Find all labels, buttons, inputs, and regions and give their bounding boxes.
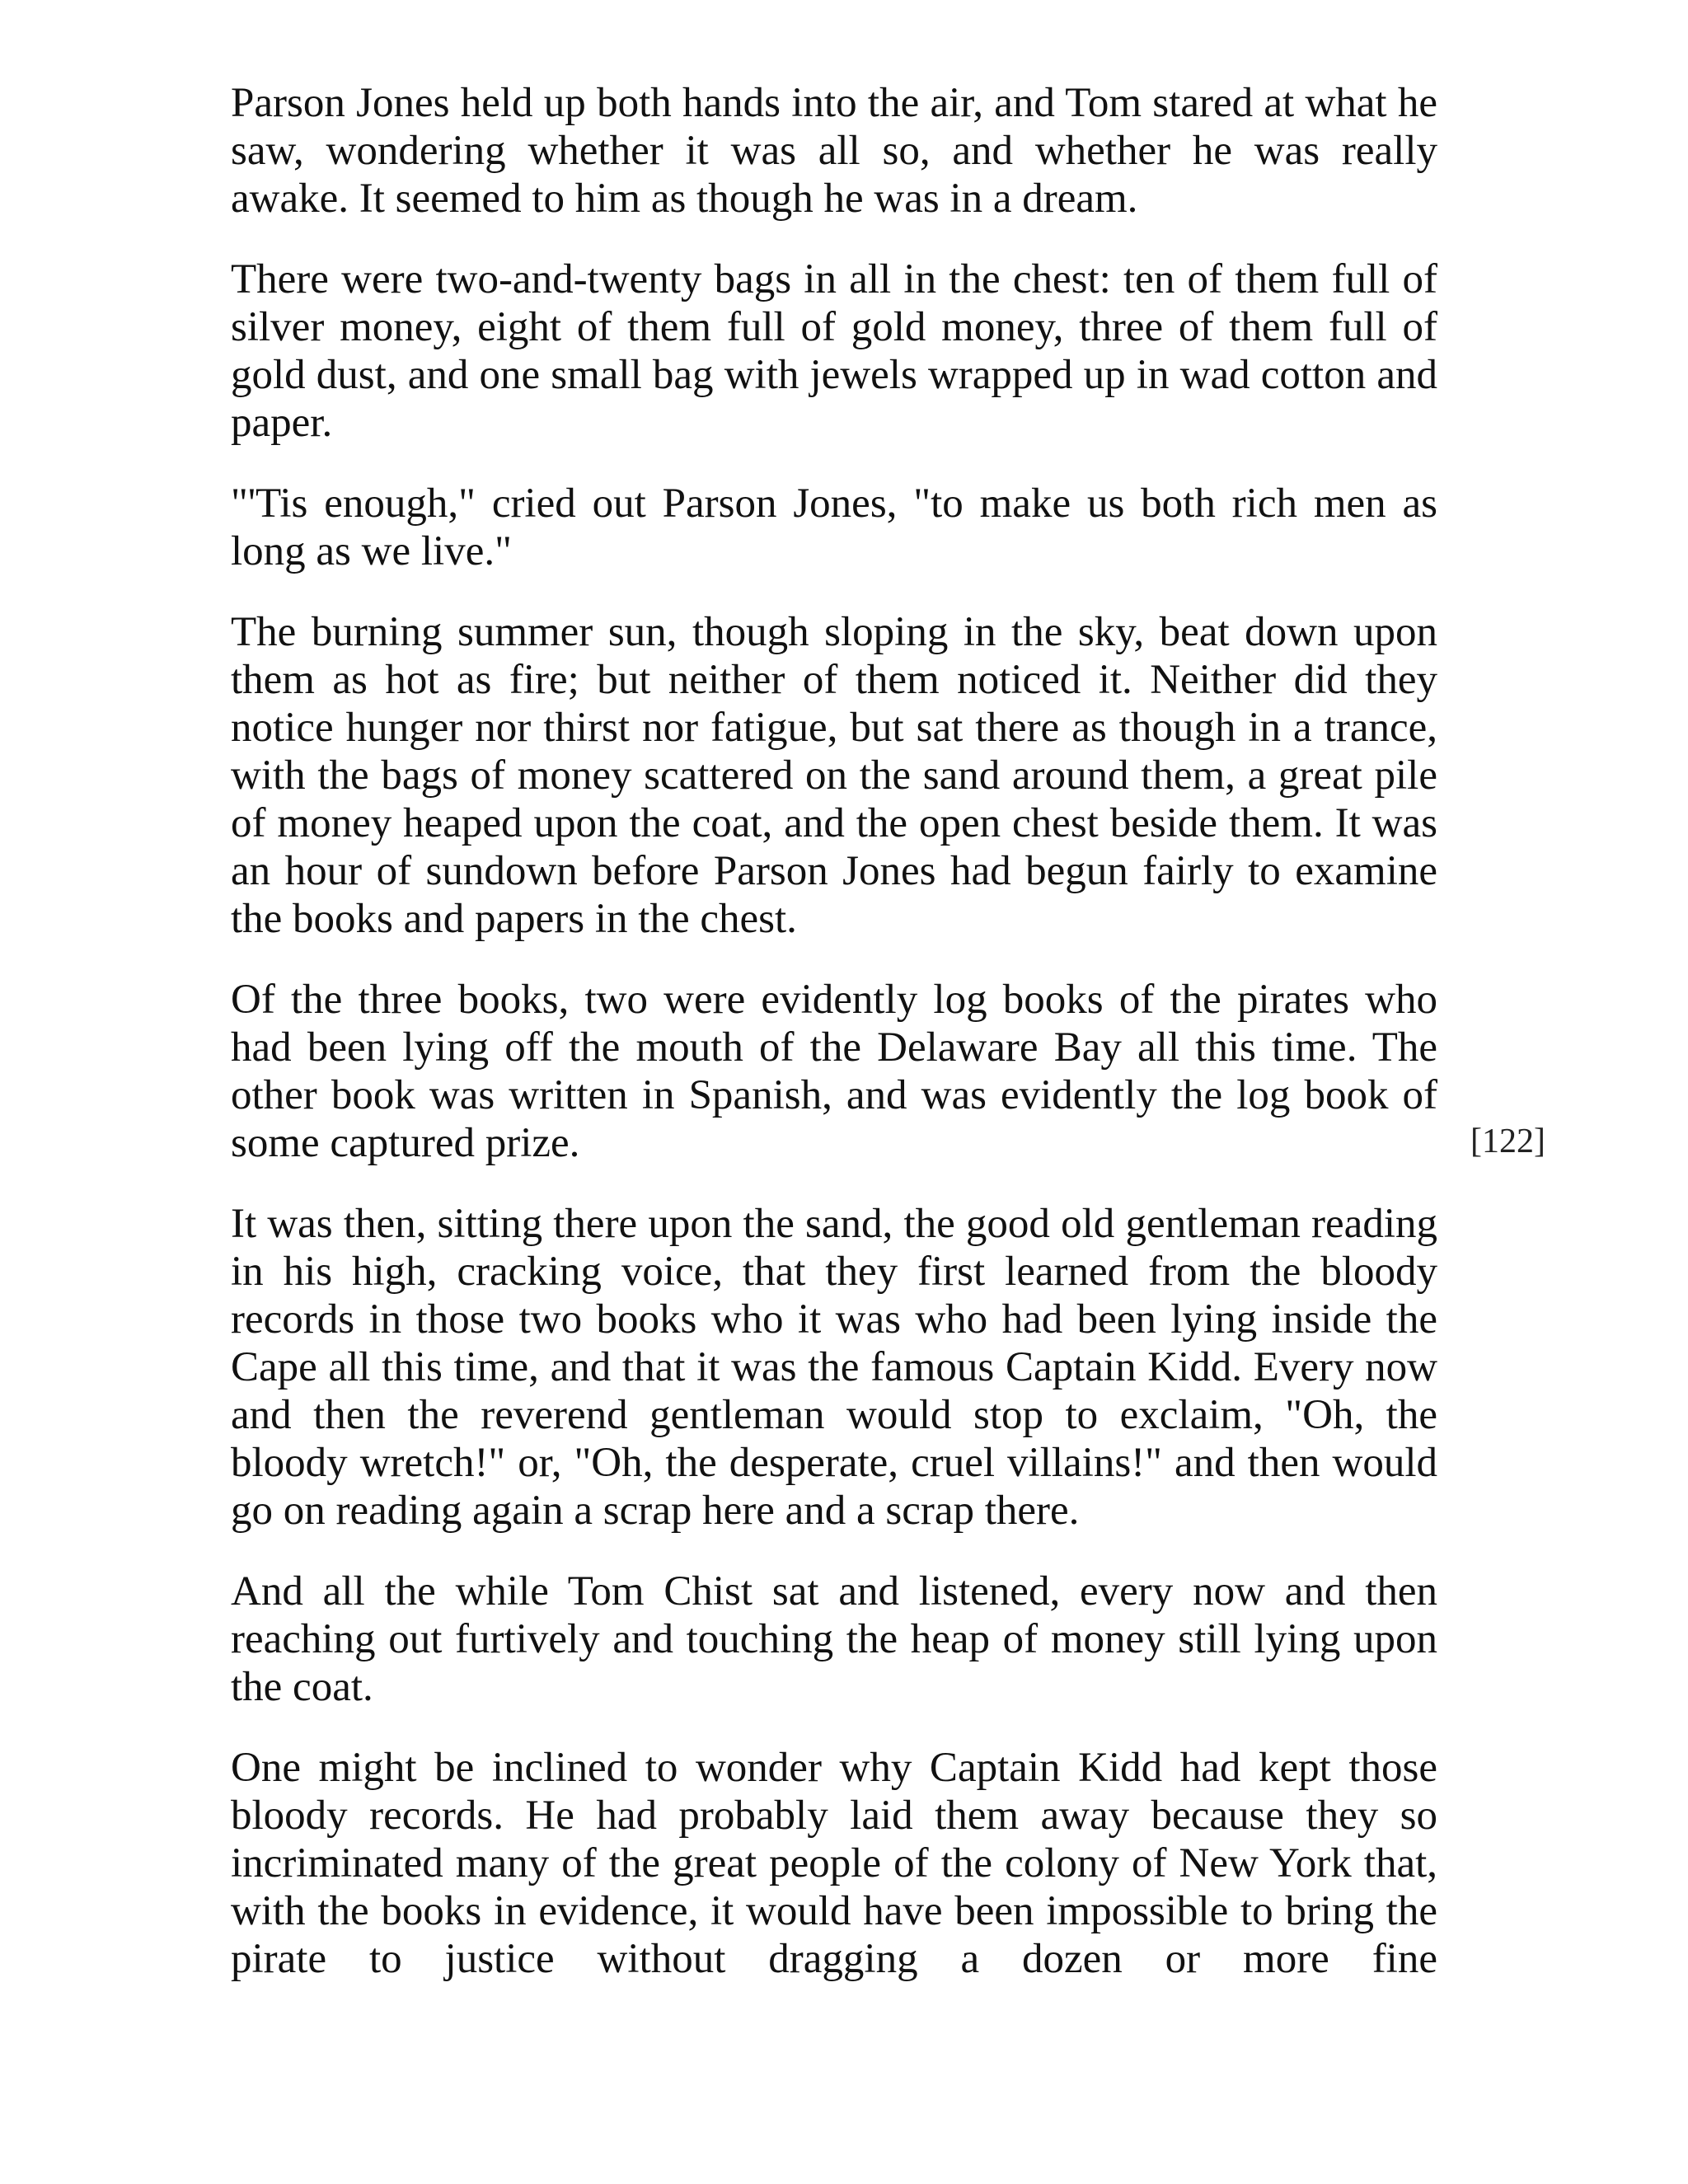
paragraph: "'Tis enough," cried out Parson Jones, "to make us both rich men as long as we live." bbox=[231, 480, 1437, 574]
paragraph: Parson Jones held up both hands into the air, and Tom stared at what he saw, wondering whether it was all so, and whether he was really awake. It seemed to him as though he was in a dream. bbox=[231, 80, 1437, 222]
paragraph: Of the three books, two were evidently log books of the pirates who had been lying off the mouth of the Delaware Bay all this time. The other book was written in Spanish, and was evidently the log book of some captured prize. bbox=[231, 977, 1437, 1166]
page-number: [122] bbox=[1470, 1122, 1545, 1160]
paragraph: The burning summer sun, though sloping in the sky, beat down upon them as hot as fire; but neither of them noticed it. Neither did they notice hunger nor thirst nor fatigue, but sat there as though in a trance, with the bags of money scattered on the sand around them, a great pile of money heaped upon the coat, and the open chest beside them. It was an hour of sundown before Parson Jones had begun fairly to examine the books and papers in the chest. bbox=[231, 609, 1437, 942]
paragraph: There were two-and-twenty bags in all in the chest: ten of them full of silver money, eight of them full of gold money, three of them full of gold dust, and one small bag with jewels wrapped up in wad cotton and paper. bbox=[231, 256, 1437, 446]
paragraph: And all the while Tom Chist sat and listened, every now and then reaching out furtively and touching the heap of money still lying upon the coat. bbox=[231, 1568, 1437, 1710]
paragraph: One might be inclined to wonder why Captain Kidd had kept those bloody records. He had probably laid them away because they so incriminated many of the great people of the colony of New York that, with the books in evidence, it would have been impossible to bring the pirate to justice without dragging a dozen or more fine bbox=[231, 1745, 1437, 1982]
paragraph: It was then, sitting there upon the sand, the good old gentleman reading in his high, cracking voice, that they first learned from the bloody records in those two books who it was who had been lying inside the Cape all this time, and that it was the famous Captain Kidd. Every now and then the reverend gentleman would stop to exclaim, "Oh, the bloody wretch!" or, "Oh, the desperate, cruel villains!" and then would go on reading again a scrap here and a scrap there. bbox=[231, 1201, 1437, 1534]
page-body bbox=[231, 79, 1437, 1983]
